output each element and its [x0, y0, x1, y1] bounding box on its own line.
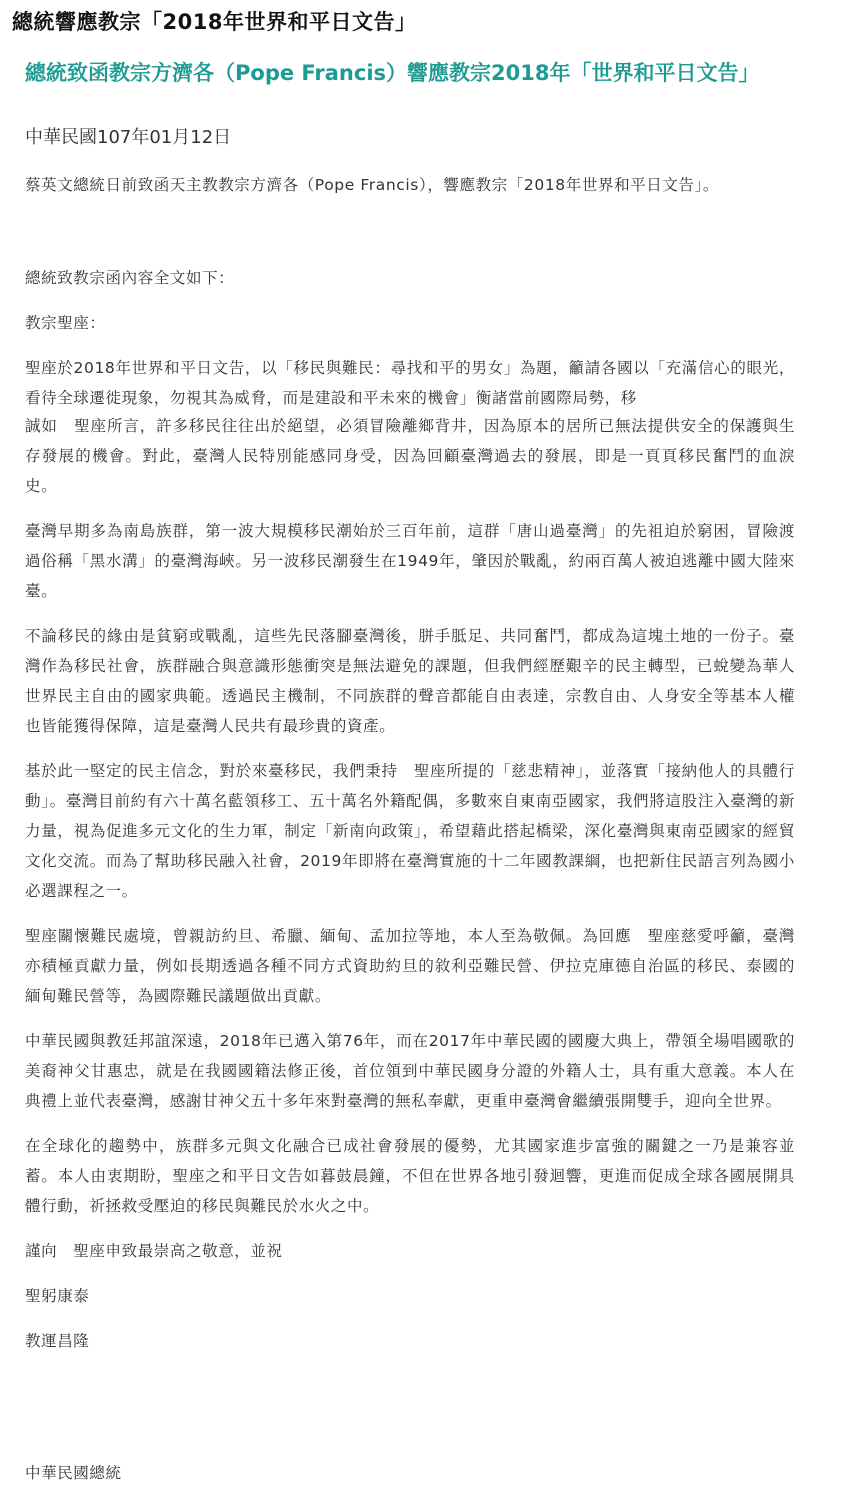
letter-paragraph: 在全球化的趨勢中，族群多元與文化融合已成社會發展的優勢，尤其國家進步富強的關鍵之一乃是兼容並蓄。本人由衷期盼，聖座之和平日文告如暮鼓晨鐘，不但在世界各地引發迴響，更進而促成全球各國展開具體行動，祈拯救受壓迫的移民與難民於水火之中。: [25, 1137, 795, 1215]
letter-paragraph-clipped: 聖座於2018年世界和平日文告，以「移民與難民：尋找和平的男女」為題，籲請各國以「充滿信心的眼光，看待全球遷徙現象，勿視其為威脅，而是建設和平未來的機會」衡諸當前國際局勢，移: [25, 359, 795, 407]
article-headline: 總統致函教宗方濟各（Pope Francis）響應教宗2018年「世界和平日文告」: [25, 61, 760, 85]
closing-blessing: 聖躬康泰: [25, 1287, 90, 1305]
signature-fragment: 中華民國總統: [25, 1464, 122, 1482]
article-body: [25, 60, 795, 1371]
salutation: 教宗聖座：: [25, 314, 106, 332]
page-title: 總統響應教宗「2018年世界和平日文告」: [12, 10, 417, 34]
intro-paragraph: 蔡英文總統日前致函天主教教宗方濟各（Pope Francis），響應教宗「2018年世界和平日文告」。: [25, 176, 720, 194]
letter-paragraph: 不論移民的緣由是貧窮或戰亂，這些先民落腳臺灣後，胼手胝足、共同奮鬥，都成為這塊土地的一份子。臺灣作為移民社會，族群融合與意識形態衝突是無法避免的課題，但我們經歷艱辛的民主轉型，已蛻變為華人世界民主自由的國家典範。透過民主機制，不同族群的聲音都能自由表達，宗教自由、人身安全等基本人權也皆能獲得保障，這是臺灣人民共有最珍貴的資產。: [25, 627, 795, 735]
letter-paragraph: 中華民國與教廷邦誼深遠，2018年已邁入第76年，而在2017年中華民國的國慶大典上，帶領全場唱國歌的美裔神父甘惠忠，就是在我國國籍法修正後，首位領到中華民國身分證的外籍人士，具有重大意義。本人在典禮上並代表臺灣，感謝甘神父五十多年來對臺灣的無私奉獻，更重申臺灣會繼續張開雙手，迎向全世界。: [25, 1032, 795, 1110]
closing-blessing: 教運昌隆: [25, 1332, 90, 1350]
letter-paragraph: 誠如 聖座所言，許多移民往往出於絕望，必須冒險離鄉背井，因為原本的居所已無法提供安全的保護與生存發展的機會。對此，臺灣人民特別能感同身受，因為回顧臺灣過去的發展，即是一頁頁移民奮鬥的血淚史。: [25, 417, 795, 495]
letter-paragraph: 聖座關懷難民處境，曾親訪約旦、希臘、緬甸、孟加拉等地，本人至為敬佩。為回應 聖座慈愛呼籲，臺灣亦積極貢獻力量，例如長期透過各種不同方式資助約旦的敘利亞難民營、伊拉克庫德自治區的移民、泰國的緬甸難民營等，為國際難民議題做出貢獻。: [25, 927, 795, 1005]
closing-line: 謹向 聖座申致最崇高之敬意，並祝: [25, 1242, 283, 1260]
article-date: 中華民國107年01月12日: [25, 127, 232, 148]
letter-paragraph: 臺灣早期多為南島族群，第一波大規模移民潮始於三百年前，這群「唐山過臺灣」的先祖迫於窮困，冒險渡過俗稱「黑水溝」的臺灣海峽。另一波移民潮發生在1949年，肇因於戰亂，約兩百萬人被迫逃離中國大陸來臺。: [25, 522, 795, 600]
lead-in-text: 總統致教宗函內容全文如下：: [25, 269, 235, 287]
letter-paragraph: 基於此一堅定的民主信念，對於來臺移民，我們秉持 聖座所提的「慈悲精神」，並落實「接納他人的具體行動」。臺灣目前約有六十萬名藍領移工、五十萬名外籍配偶，多數來自東南亞國家，我們將這股注入臺灣的新力量，視為促進多元文化的生力軍，制定「新南向政策」，希望藉此搭起橋梁，深化臺灣與東南亞國家的經貿文化交流。而為了幫助移民融入社會，2019年即將在臺灣實施的十二年國教課綱，也把新住民語言列為國小必選課程之一。: [25, 762, 795, 900]
